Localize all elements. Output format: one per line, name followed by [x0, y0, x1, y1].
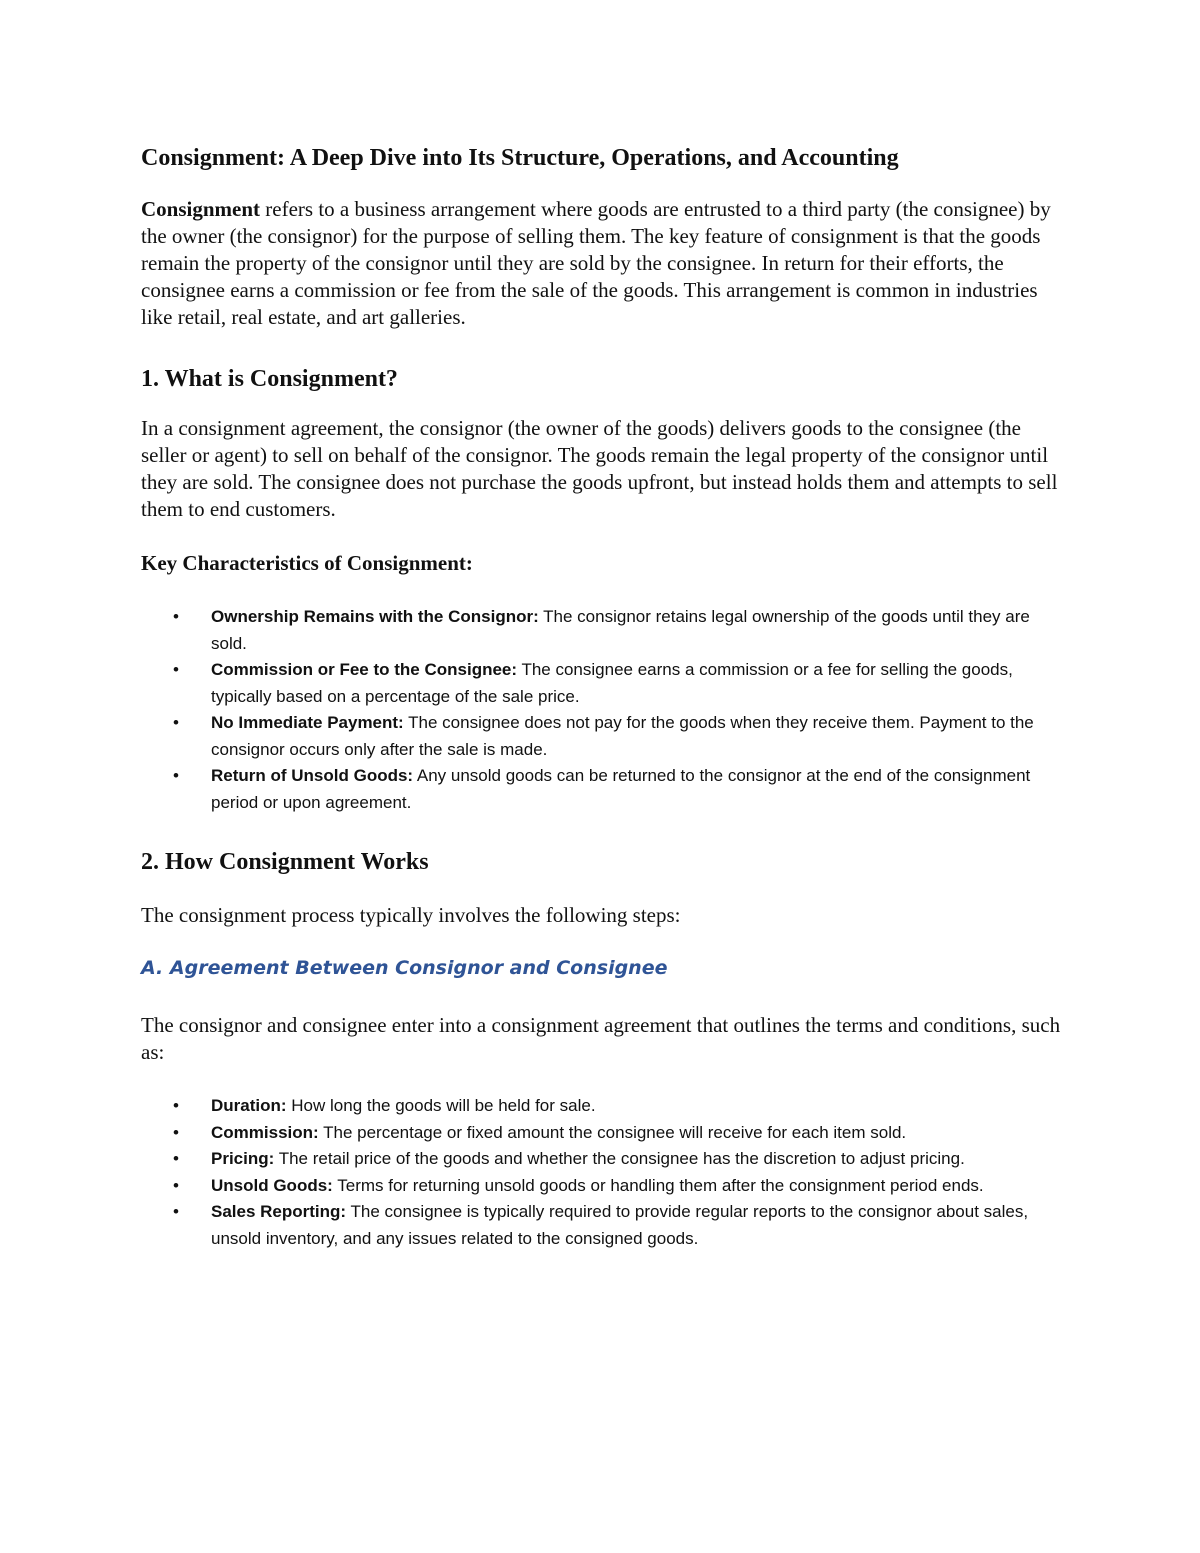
list-item-term: Unsold Goods: — [211, 1175, 333, 1195]
intro-paragraph — [141, 196, 1061, 331]
list-item — [141, 710, 1061, 763]
list-item-text: Any unsold goods can be returned to the consignor at the end of the consignment period or upon agreement. — [211, 766, 1031, 812]
list-item-term: Pricing: — [211, 1149, 275, 1168]
list-item — [141, 1199, 1061, 1252]
list-item-text: How long the goods will be held for sale. — [286, 1096, 596, 1115]
agreement-terms-list — [141, 1093, 1061, 1252]
section-2-heading: 2. How Consignment Works — [141, 849, 429, 875]
characteristics-list — [141, 604, 1061, 816]
intro-text: refers to a business arrangement where goods are entrusted to a third party (the consignee) by the owner (the consignor) for the purpose of selling them. The key feature of consignment is that the goods remain the property of the consignor until they are sold by the consignee. In return for their efforts, the consignee earns a commission or fee from the sale of the goods. This arrangement is common in industries like retail, real estate, and art galleries. — [141, 197, 1051, 329]
list-item — [141, 763, 1061, 816]
bullet-icon: • — [173, 713, 179, 732]
list-item-term: Commission or Fee to the Consignee: — [211, 660, 518, 679]
section-1-paragraph: In a consignment agreement, the consignor (the owner of the goods) delivers goods to the consignee (the seller or agent) to sell on behalf of the consignor. The goods remain the legal property of the consignor until they are sold. The consignee does not purchase the goods upfront, but instead holds them and attempts to sell them to end customers. — [141, 416, 1058, 521]
agreement-paragraph: The consignor and consignee enter into a consignment agreement that outlines the terms and conditions, such as: — [141, 1013, 1061, 1064]
bullet-icon: • — [173, 766, 179, 785]
section-1-heading: 1. What is Consignment? — [141, 366, 398, 392]
bullet-icon: • — [173, 1096, 179, 1115]
list-item-term: Ownership Remains with the Consignor: — [211, 607, 539, 626]
list-item-text: The consignee does not pay for the goods when they receive them. Payment to the consignor occurs only after the sale is made. — [211, 713, 1034, 759]
bullet-icon: • — [173, 1175, 179, 1195]
bullet-icon: • — [173, 660, 179, 679]
list-item-term: Commission: — [211, 1122, 319, 1142]
bullet-icon: • — [173, 607, 179, 626]
list-item — [141, 657, 1061, 710]
list-item-text: The retail price of the goods and whether the consignee has the discretion to adjust pricing. — [274, 1149, 965, 1168]
list-item-text: The percentage or fixed amount the consignee will receive for each item sold. — [318, 1122, 907, 1142]
list-item-term: Return of Unsold Goods: — [211, 766, 414, 785]
list-item-text: The consignee is typically required to provide regular reports to the consignor about sales, unsold inventory, and any issues related to the consigned goods. — [211, 1202, 1029, 1248]
list-item — [141, 1120, 1061, 1147]
agreement-subheading: A. Agreement Between Consignor and Consignee — [141, 957, 668, 979]
list-item — [141, 604, 1061, 657]
list-item-term: No Immediate Payment: — [211, 713, 404, 732]
bullet-icon: • — [173, 1122, 179, 1142]
section-2-paragraph: The consignment process typically involves the following steps: — [141, 903, 681, 927]
list-item-text: The consignor retains legal ownership of the goods until they are sold. — [211, 607, 1030, 653]
bullet-icon: • — [173, 1149, 179, 1168]
document-page — [141, 138, 1061, 1252]
intro-lead-term: Consignment — [141, 197, 261, 221]
document-title: Consignment: A Deep Dive into Its Structure, Operations, and Accounting — [141, 145, 899, 171]
list-item — [141, 1146, 1061, 1173]
list-item-text: Terms for returning unsold goods or handling them after the consignment period ends. — [332, 1175, 984, 1195]
list-item — [141, 1093, 1061, 1120]
key-characteristics-heading: Key Characteristics of Consignment: — [141, 551, 473, 575]
list-item-term: Sales Reporting: — [211, 1202, 347, 1221]
list-item-text: The consignee earns a commission or a fee for selling the goods, typically based on a percentage of the sale price. — [211, 660, 1013, 706]
list-item — [141, 1173, 1061, 1200]
list-item-term: Duration: — [211, 1096, 287, 1115]
bullet-icon: • — [173, 1202, 179, 1221]
